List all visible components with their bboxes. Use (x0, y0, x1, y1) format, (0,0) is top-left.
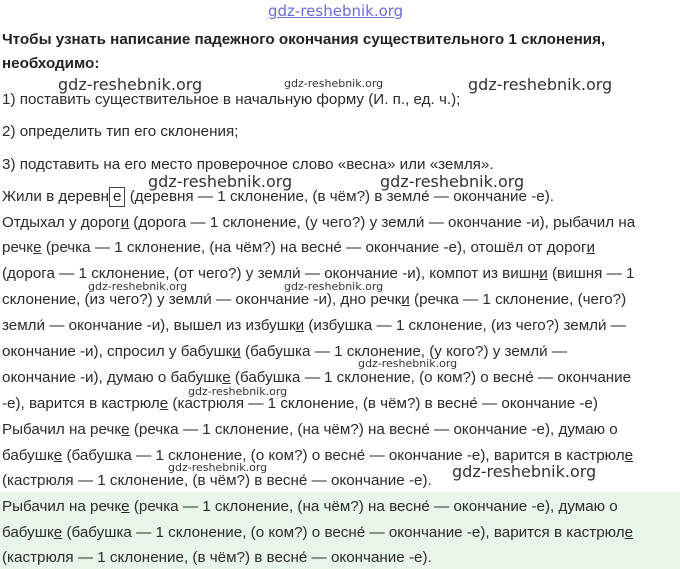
ending: е (624, 447, 634, 464)
ending: е (159, 395, 169, 412)
text: земли́ — окончание -и), вышел из избушк (2, 317, 296, 334)
ending: е (121, 498, 130, 515)
ending: е (53, 524, 63, 541)
text: бабушк (2, 447, 54, 464)
rule-heading-line1: Чтобы узнать написание падежного окончания существительного 1 склонения, (2, 31, 606, 48)
ending: и (295, 317, 305, 334)
exercise-line-2 (2, 213, 635, 233)
text: (избушка — 1 склонение, (из чего?) земли́ — (308, 317, 626, 334)
watermark: gdz-reshebnik.org (188, 385, 288, 398)
text: (речка — 1 склонение, (на чём?) на весне́ — окончание -е), отошёл от дорог (45, 239, 587, 256)
ending: и (401, 291, 410, 308)
text: окончание -и), спросил у бабушк (2, 343, 233, 360)
exercise-line-6 (2, 316, 626, 336)
ending: е (222, 369, 231, 386)
text: (бабушка — 1 склонение, (о ком?) о весне́ — окончание -е), варится в кастрюл (66, 447, 625, 464)
exercise-line-9 (2, 394, 598, 414)
step-3: 3) подставить на его место проверочное слово «весна» или «земля». (2, 156, 494, 173)
watermark: gdz-reshebnik.org (168, 461, 268, 474)
rule-heading-line2: необходимо: (2, 55, 100, 72)
ending: е (121, 421, 130, 438)
watermark: gdz-reshebnik.org (148, 172, 293, 191)
text: (деревня — 1 склонение, (в чём?) в земле́ — окончание -е). (129, 188, 554, 205)
text: Жили в деревн (2, 188, 110, 205)
ending: е (624, 524, 634, 541)
text: (речка — 1 склонение, (чего?) (414, 291, 627, 308)
watermark: gdz-reshebnik.org (58, 75, 203, 94)
exercise-line-8 (2, 368, 631, 388)
answer-line-2 (2, 523, 633, 543)
watermark: gdz-reshebnik.org (284, 77, 384, 90)
watermark: gdz-reshebnik.org (468, 75, 613, 94)
watermark: gdz-reshebnik.org (284, 280, 384, 293)
text: (речка — 1 склонение, (на чём?) на весне́ — окончание -е), думаю о (133, 421, 618, 438)
ending: е (33, 239, 42, 256)
text: Отдыхал у дорог (2, 214, 121, 231)
text: (вишня — 1 (551, 265, 635, 282)
watermark: gdz-reshebnik.org (380, 172, 525, 191)
answer-line-3: (кастрюля — 1 склонение, (в чём?) в весне́ — окончание -е). (2, 549, 432, 566)
text: склонение, (из чего?) у земли́ — окончание -и), дно речк (2, 291, 402, 308)
step-1: 1) поставить существительное в начальную форму (И. п., ед. ч.); (2, 91, 461, 108)
exercise-line-12: (кастрюля — 1 склонение, (в чём?) в весне́ — окончание -е). (2, 472, 432, 489)
text: Рыбачил на речк (2, 498, 122, 515)
text: (дорога — 1 склонение, (у чего?) у земли́ — окончание -и), рыбачил на (133, 214, 636, 231)
text: Рыбачил на речк (2, 421, 122, 438)
ending: и (232, 343, 241, 360)
step-2: 2) определить тип его склонения; (2, 123, 239, 140)
exercise-line-10 (2, 420, 618, 440)
answer-line-1 (2, 497, 618, 517)
site-watermark-top: gdz-reshebnik.org (268, 2, 404, 20)
watermark: gdz-reshebnik.org (452, 462, 597, 481)
ending-box: е (109, 187, 125, 207)
text: (дорога — 1 склонение, (от чего?) у земли́ — окончание -и), компот из вишн (2, 265, 540, 282)
ending: и (586, 239, 596, 256)
ending: е (53, 447, 63, 464)
text: (бабушка — 1 склонение, (о ком?) о весне́ — окончание -е), варится в кастрюл (66, 524, 625, 541)
text: бабушк (2, 524, 54, 541)
text: речк (2, 239, 34, 256)
watermark: gdz-reshebnik.org (358, 357, 458, 370)
exercise-line-7 (2, 342, 567, 362)
text: (бабушка — 1 склонение, (у кого?) у земли́ — (245, 343, 567, 360)
exercise-line-3 (2, 238, 595, 258)
watermark: gdz-reshebnik.org (88, 280, 188, 293)
text: (кастрюля — 1 склонение, (в чём?) в весне́ — окончание -е) (172, 395, 598, 412)
exercise-line-5 (2, 290, 626, 310)
text: -е), варится в кастрюл (2, 395, 160, 412)
ending: и (120, 214, 130, 231)
text: (речка — 1 склонение, (на чём?) на весне́ — окончание -е), думаю о (133, 498, 618, 515)
text: окончание -и), думаю о бабушк (2, 369, 223, 386)
text: (бабушка — 1 склонение, (о ком?) о весне́ — окончание (234, 369, 632, 386)
ending: и (539, 265, 548, 282)
